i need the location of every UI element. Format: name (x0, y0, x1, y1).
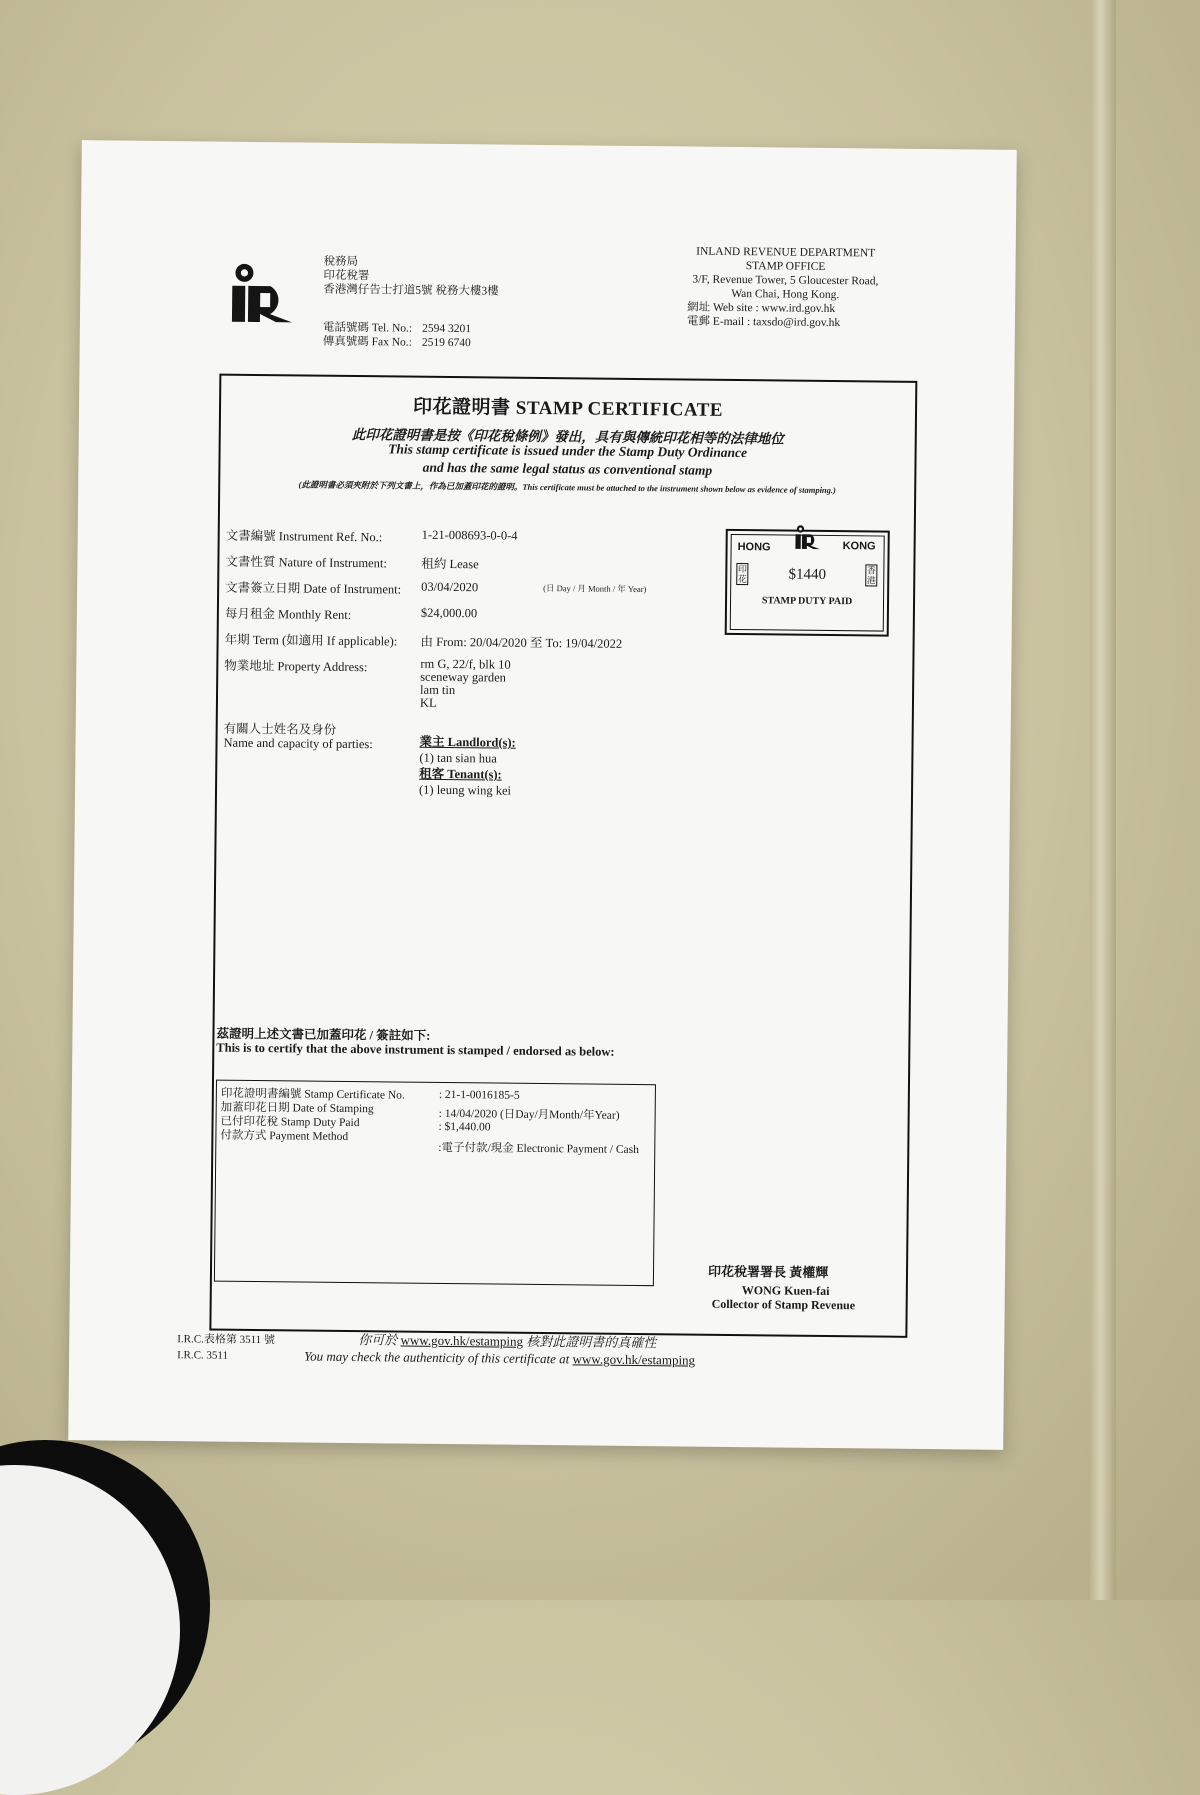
department-name: INLAND REVENUE DEPARTMENT (696, 245, 876, 260)
stamp-kong: KONG (842, 540, 876, 553)
parties-label-en: Name and capacity of parties: (223, 735, 373, 752)
website: 網址 Web site : www.ird.gov.hk (687, 301, 836, 316)
rent-label: 每月租金 Monthly Rent: (224, 606, 352, 622)
stamp-hong: HONG (737, 541, 771, 554)
header-zh-line: 香港灣仔告士打道5號 稅務大樓3樓 (323, 283, 499, 298)
estamping-link[interactable]: www.gov.hk/estamping (400, 1332, 524, 1349)
payment-method: :電子付款/現金 Electronic Payment / Cash (438, 1141, 639, 1157)
header-english-address (665, 244, 906, 331)
address-line: sceneway garden (420, 669, 507, 685)
parties-label-zh: 有關人士姓名及身份 (223, 721, 337, 737)
landlord-name: (1) tan sian hua (419, 750, 497, 766)
address-line: 3/F, Revenue Tower, 5 Gloucester Road, (692, 273, 879, 288)
stamp-paid-label: STAMP DUTY PAID (761, 595, 853, 608)
tel-label: 電話號碼 Tel. No.: (322, 321, 413, 335)
certificate-frame (209, 374, 917, 1338)
date-value: 03/04/2020 (421, 579, 479, 595)
stamp-side-right: 香港 (866, 565, 876, 586)
landlord-heading: 業主 Landlord(s): (419, 734, 516, 750)
date-format-hint: (日 Day / 月 Month / 年 Year) (543, 582, 647, 595)
signatory-name: WONG Kuen-fai (741, 1283, 830, 1299)
tel-value: 2594 3201 (422, 322, 472, 336)
header-zh-line: 稅務局 (323, 255, 359, 269)
ird-logo-icon (795, 524, 821, 550)
estamping-link[interactable]: www.gov.hk/estamping (572, 1351, 696, 1368)
tenant-name: (1) leung wing kei (418, 782, 512, 798)
address-line: rm G, 22/f, blk 10 (420, 656, 511, 672)
address-line: Wan Chai, Hong Kong. (731, 287, 840, 302)
tenant-heading: 租客 Tenant(s): (419, 766, 502, 782)
stamp-duty-paid: : $1,440.00 (438, 1120, 491, 1134)
date-label: 文書簽立日期 Date of Instrument: (225, 580, 402, 597)
form-number-en: I.R.C. 3511 (177, 1349, 229, 1362)
check-en-pre: You may check the authenticity of this certificate at (304, 1348, 570, 1367)
stamp-amount: $1440 (788, 566, 827, 583)
ref-label: 文書編號 Instrument Ref. No.: (225, 528, 383, 545)
ref-value: 1-21-008693-0-0-4 (421, 527, 518, 543)
certify-statement-en: This is to certify that the above instrument is stamped / endorsed as below: (216, 1040, 615, 1059)
stamp-side-left: 印花 (737, 564, 747, 585)
detail-label: 已付印花稅 Stamp Duty Paid (220, 1115, 360, 1130)
nature-value: 租約 Lease (421, 556, 479, 572)
subtitle-en-2: and has the same legal status as conventional stamp (422, 459, 713, 478)
address-line: KL (419, 695, 437, 710)
stamp-certificate-no: : 21-1-0016185-5 (438, 1088, 520, 1102)
rent-value: $24,000.00 (420, 605, 478, 621)
certificate-title: 印花證明書 STAMP CERTIFICATE (412, 396, 724, 421)
subtitle-zh: 此印花證明書是按《印花稅條例》發出，具有與傳統印花相等的法律地位 (351, 426, 784, 447)
office-name: STAMP OFFICE (745, 260, 826, 273)
certify-statement-zh: 茲證明上述文書已加蓋印花 / 簽註如下: (216, 1026, 431, 1043)
term-value: 由 From: 20/04/2020 至 To: 19/04/2022 (420, 634, 623, 651)
seat-seam (1090, 0, 1116, 1600)
email: 電郵 E-mail : taxsdo@ird.gov.hk (686, 315, 841, 330)
subtitle-en-1: This stamp certificate is issued under the Stamp Duty Ordinance (388, 441, 748, 461)
signatory-zh: 印花稅署署長 黃權輝 (707, 1263, 829, 1281)
address-label: 物業地址 Property Address: (224, 658, 368, 675)
check-zh-pre: 你可於 (358, 1332, 398, 1348)
address-line: lam tin (420, 682, 456, 698)
form-number (177, 1331, 275, 1364)
header-zh-line: 印花稅署 (323, 269, 370, 283)
fax-value: 2519 6740 (421, 336, 471, 350)
authenticity-note (304, 1331, 695, 1369)
check-zh-post: 核對此證明書的真確性 (526, 1333, 657, 1351)
attachment-note: (此證明書必須夾附於下列文書上，作為已加蓋印花的證明。This certificate must be attached to the instrument shown below as evidence of stamping.) (298, 479, 836, 496)
stamp-duty-paid-stamp (725, 529, 890, 637)
header-chinese-address (323, 255, 499, 351)
form-number-zh: I.R.C.表格第 3511 號 (177, 1333, 276, 1347)
signatory-title: Collector of Stamp Revenue (711, 1296, 856, 1313)
nature-label: 文書性質 Nature of Instrument: (225, 554, 387, 571)
stamp-certificate-sheet (68, 140, 1017, 1450)
detail-label: 印花證明書編號 Stamp Certificate No. (220, 1087, 405, 1102)
stamping-details-box (214, 1080, 656, 1287)
date-of-stamping: : 14/04/2020 (日Day/月Month/年Year) (438, 1107, 620, 1122)
ird-logo-icon (230, 260, 295, 325)
detail-label: 加蓋印花日期 Date of Stamping (220, 1101, 374, 1116)
detail-label: 付款方式 Payment Method (220, 1129, 349, 1143)
fax-label: 傳真號碼 Fax No.: (322, 335, 412, 349)
term-label: 年期 Term (如適用 If applicable): (224, 632, 398, 649)
